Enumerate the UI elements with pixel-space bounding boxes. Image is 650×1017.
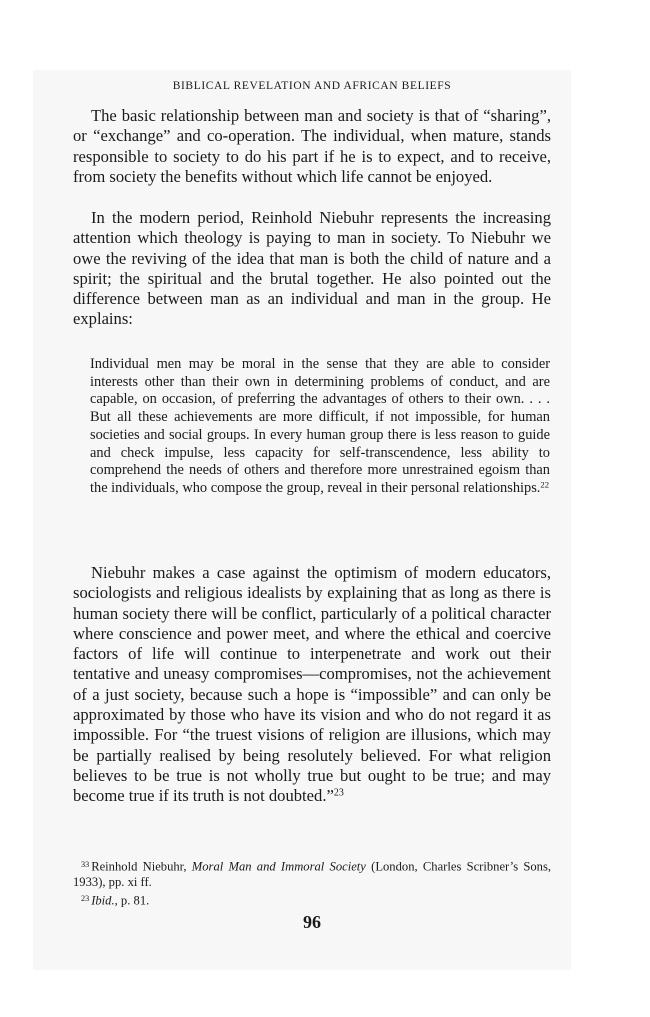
footnote-1-after: (London, Charles Scribner’s Sons, 1933), pp. xi ff. [73,859,551,890]
block-quote [90,356,550,498]
paragraph-3 [73,563,551,807]
footnotes [73,857,551,910]
footnote-1-before: Reinhold Niebuhr, [91,859,192,874]
footnote-2-marker: 23 [81,894,90,904]
footnote-2-title: Ibid., [91,893,118,908]
footnote-1-marker: 33 [81,860,90,869]
paragraph-1: The basic relationship between man and society is that of “sharing”, or “exchange” and co-operation. The individual, when mature, stands responsible to society to do his part if he is to expect, and to receive, from society the benefits without which life cannot be enjoyed. [73,106,551,186]
page-number: 96 [303,912,321,932]
block-quote-text: Individual men may be moral in the sense that they are able to consider interests other than their own in determining problems of conduct, and are capable, on occasion, of preferring the advantages of others to their own. . . . But all these achievements are more difficult, if not impossible, for human societies and social groups. In every human group there is less reason to guide and check impulse, less capacity for self-transcendence, less ability to comprehend the needs of others and therefore more unrestrained egoism than the individuals, who compose the group, reveal in their personal relationships. [90,356,550,496]
paragraph-2: In the modern period, Reinhold Niebuhr represents the increasing attention which theology is paying to man in society. To Niebuhr we owe the reviving of the idea that man is both the child of nature and a spirit; the spiritual and the brutal together. He also pointed out the difference between man as an individual and man in the group. He explains: [73,208,551,329]
footnote-2-after: p. 81. [117,893,150,908]
footnote-ref-23: 23 [333,787,344,799]
footnote-1 [73,857,551,891]
footnote-2 [73,891,551,909]
page-background [33,70,571,970]
paragraph-3-text: Niebuhr makes a case against the optimism of modern educators, sociologists and religious idealists by explaining that as long as there is human society there will be conflict, particularly of a political character where conscience and power meet, and where the ethical and coercive factors of life will continue to interpenetrate and work out their tentative and uneasy compromises—compromises, not the achievement of a just society, because such a hope is “impossible” and can only be approximated by those who have its vision and who do not regard it as impossible. For “the truest visions of religion are illusions, which may be partially realised by being resolutely believed. For what religion believes to be true is not wholly true but ought to be true; and may become true if its truth is not doubted.” [73,563,551,806]
running-header: BIBLICAL REVELATION AND AFRICAN BELIEFS [172,80,452,92]
footnote-ref-22: 22 [540,479,550,490]
footnote-1-title: Moral Man and Immoral Society [191,859,366,874]
